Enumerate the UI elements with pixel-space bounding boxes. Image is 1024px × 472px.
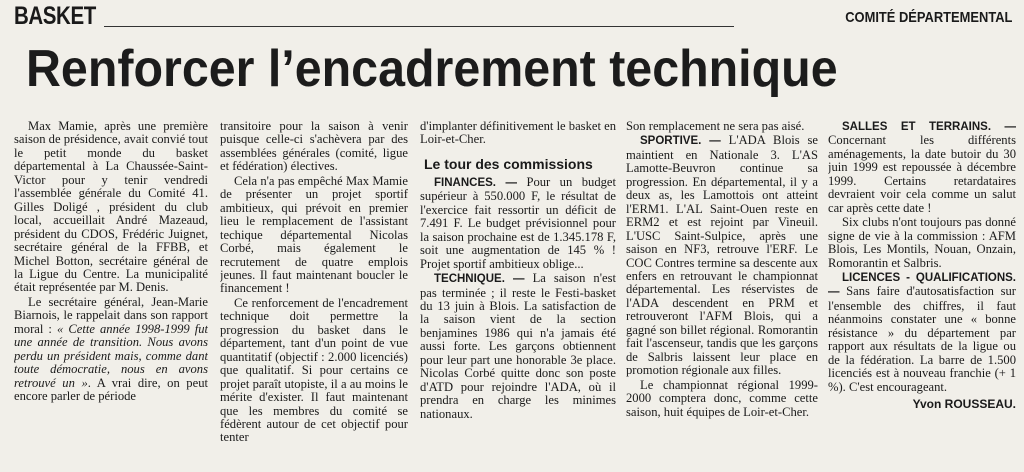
project-paragraph: Cela n'a pas empêché Max Mamie de présenter un projet sportif ambitieux, qui prévoit en premier lieu le remplacement de l'assistant techique départemental Nicolas Corbé, mais également le recrutement de quatre emplois jeunes. Il faut maintenant boucler le financement ! [220,173,408,296]
article-headline: Renforcer l’encadrement technique [26,40,838,98]
column-5 [828,120,1016,468]
salles-paragraph [828,120,1016,215]
rubric-title: BASKET [14,2,96,30]
clubs-paragraph: Six clubs n'ont toujours pas donné signe de vie à la commission : AFM Blois, Les Montils, Nouan, Onzain, Romorantin et Salbris. [828,215,1016,270]
replacement-paragraph: Son remplacement ne sera pas aisé. [626,120,805,133]
licences-body: Sans faire d'autosatisfaction sur l'ensemble des chiffres, il faut néanmoins constater une « bonne résistance » du département par rapport aux résultats de la ligue ou de la fédération. La barre de 1.500 licenciés est à nouveau franchie (+ 1 %). C'est encourageant. [828,284,1016,394]
sportive-body: L'ADA Blois se maintient en Nationale 3. L'AS Lamotte-Beuvron continue sa progression. En départemental, il y a deux as, les Lamottois ont atteint l'ERM1. L'AL Saint-Ouen reste en ERM2 et est rejoint par Vineuil. L'USC Saint-Sulpice, après une saison en NF3, retrouve l'ERF. Le COC Contres termine sa descente aux enfers en retrouvant le championnat départemental. Les réservistes de l'ADA descendent en PRM et retrouveront l'AFM Blois, qui a gagné son billet régional. Romorantin fait l'ascenseur, tandis que les garçons de Salbris laissent leur place en promotion régionale aux filles. [626,133,818,378]
finances-lead: FINANCES. — [434,176,517,189]
column-3 [420,120,616,468]
championship-paragraph: Le championnat régional 1999-2000 comptera donc, comme cette saison, huit équipes de Loir-et-Cher. [626,377,818,419]
column-2 [220,120,408,468]
moral-report-start: Le secrétaire général, Jean-Marie Biarnois, le rappelait dans son rapport moral : [14,294,208,336]
column-1 [14,120,208,468]
technique-body: La saison n'est pas terminée ; il reste le Festi-basket du 13 juin à Blois. La satisfaction de la saison vient de la section benjamines 1986 qui n'a jamais été aussi forte. Les garçons obtiennent pour leur part une honorable 3e place. Nicolas Corbé quitte donc son poste d'ATD pour rejoindre l'ADA, où il prendra en charge les minimes nationaux. [420,271,616,421]
finances-body: Pour un budget supérieur à 550.000 F, le résultat de l'exercice fait ressortir un déficit de 7.491 F. Le budget prévisionnel pour la saison prochaine est de 1.345.178 F, soit une augmentation de 145 % ! Projet sportif ambitieux oblige... [420,174,616,271]
moral-report-end: . A vrai dire, on peut encore parler de période [14,375,208,404]
header-rule [104,26,734,27]
intro-paragraph: Max Mamie, après une première saison de présidence, avait convié tout le petit monde du basket départemental à La Chaussée-Saint-Victor pour y tenir vendredi l'assemblée générale du Comité 41. Gilles Doligé , président du club local, accueillait André Mazeaud, président du CDOS, Frédéric Juignet, secrétaire général de la FFBB, et Michel Botton, secrétaire général de la Ligue du Centre. La municipalité était représentée par M. Denis. [14,120,208,295]
salles-lead: SALLES ET TERRAINS. — [842,121,1016,133]
moral-report-quote: « Cette année 1998-1999 fut une année de transition. Nous avons perdu un président mais, comme dant toute démocratie, nous en avons retrouvé un » [14,321,208,390]
salles-body: Concernant les différents aménagements, la date butoir du 30 juin 1999 est repoussée à décembre 1999. Certains retardataires devraient voir cela comme un salut car après cette date ! [828,133,1016,215]
section-label: COMITÉ DÉPARTEMENTAL [844,9,1012,26]
implant-paragraph: d'implanter définitivement le basket en Loir-et-Cher. [420,120,616,147]
technique-lead: TECHNIQUE. — [434,273,525,286]
sportive-paragraph [626,134,818,377]
sportive-lead: SPORTIVE. — [640,135,721,148]
commissions-kicker: Le tour des commissions [424,155,593,172]
finances-paragraph [420,176,616,271]
licences-lead: LICENCES - QUALIFICATIONS. — [828,271,1016,299]
licences-paragraph [828,271,1016,394]
moral-report-paragraph [14,296,208,404]
transition-paragraph: transitoire pour la saison à venir puisque celle-ci s'achèvera par des assemblées générales (comité, ligue et fédération) électives. [220,120,408,174]
column-4 [626,120,818,468]
author-signature: Yvon ROUSSEAU. [912,397,1016,412]
reinforcement-paragraph: Ce renforcement de l'encadrement technique doit permettre la progression du basket dans le département, tant d'un point de vue quantitatif (objectif : 2.000 licenciés) que qualitatif. Si pour certains ce projet paraît utopiste, il a au moins le mérite d'exister. Il faut maintenant que les membres du comité se fédèrent autour de cet objectif pour tenter [220,295,408,445]
technique-paragraph [420,272,616,421]
